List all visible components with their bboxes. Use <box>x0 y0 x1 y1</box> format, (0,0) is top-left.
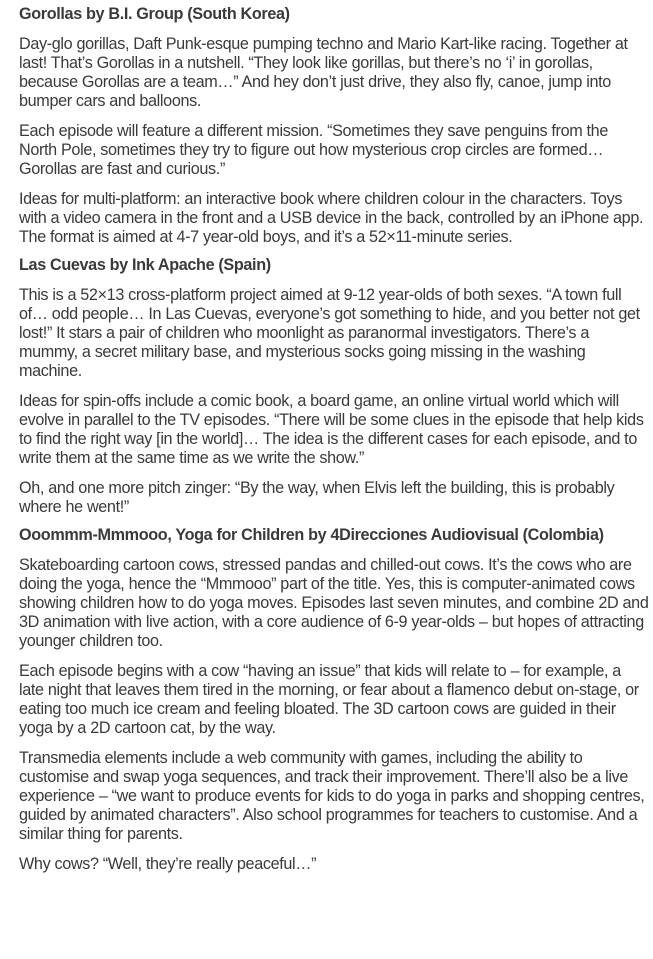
article-body <box>19 0 649 874</box>
section-heading-las-cuevas: Las Cuevas by Ink Apache (Spain) <box>19 256 271 274</box>
paragraph: Ideas for spin-offs include a comic book, a board game, an online virtual world which will evolve in parallel to the TV episodes. “There will be some clues in the episode that help kids to find the right way [in the world]… The idea is the different cases for each episode, and to write them at the same time as we write the show.” <box>19 392 644 467</box>
paragraph: Ideas for multi-platform: an interactive book where children colour in the characters. Toys with a video camera in the front and a USB device in the back, controlled by an iPhone app. The format is aimed at 4-7 year-old boys, and it’s a 52×11-minute series. <box>19 190 644 246</box>
paragraph: Oh, and one more pitch zinger: “By the way, when Elvis left the building, this is probably where he went!” <box>19 479 615 516</box>
paragraph: Each episode begins with a cow “having an issue” that kids will relate to – for example, a late night that leaves them tired in the morning, or fear about a flamenco debut on-stage, or eating too much ice cream and feeling bloated. The 3D cartoon cows are guided in their yoga by a 2D cartoon cat, by the way. <box>19 662 639 737</box>
paragraph: Day-glo gorillas, Daft Punk-esque pumping techno and Mario Kart-like racing. Together at last! That’s Gorollas in a nutshell. “They look like gorillas, but there’s no ‘i’ in gorollas, because Gorollas are a team…” And hey don’t just drive, they also fly, canoe, jump into bumper cars and balloons. <box>19 35 628 110</box>
paragraph: Why cows? “Well, they’re really peaceful…” <box>19 855 317 873</box>
section-heading-ooommm-mmmooo: Ooommm-Mmmooo, Yoga for Children by 4Direcciones Audiovisual (Colombia) <box>19 526 604 544</box>
paragraph: Skateboarding cartoon cows, stressed pandas and chilled-out cows. It’s the cows who are doing the yoga, hence the “Mmmooo” part of the title. Yes, this is computer-animated cows showing children how to do yoga moves. Episodes last seven minutes, and combine 2D and 3D animation with live action, with a core audience of 6-9 year-olds – but hopes of attracting younger children too. <box>19 556 649 650</box>
paragraph: Transmedia elements include a web community with games, including the ability to customise and swap yoga sequences, and track their improvement. There’ll also be a live experience – “we want to produce events for kids to do yoga in parks and shopping centres, guided by animated characters”. Also school programmes for teachers to customise. And a similar thing for parents. <box>19 749 645 843</box>
paragraph: This is a 52×13 cross-platform project aimed at 9-12 year-olds of both sexes. “A town full of… odd people… In Las Cuevas, everyone’s got something to hide, and you better not get lost!” It stars a pair of children who moonlight as paranormal investigators. There’s a mummy, a secret military base, and mysterious socks going missing in the washing machine. <box>19 286 640 380</box>
section-heading-gorollas: Gorollas by B.I. Group (South Korea) <box>19 5 290 23</box>
paragraph: Each episode will feature a different mission. “Sometimes they save penguins from the North Pole, sometimes they try to figure out how mysterious crop circles are formed… Gorollas are fast and curious.” <box>19 122 608 178</box>
